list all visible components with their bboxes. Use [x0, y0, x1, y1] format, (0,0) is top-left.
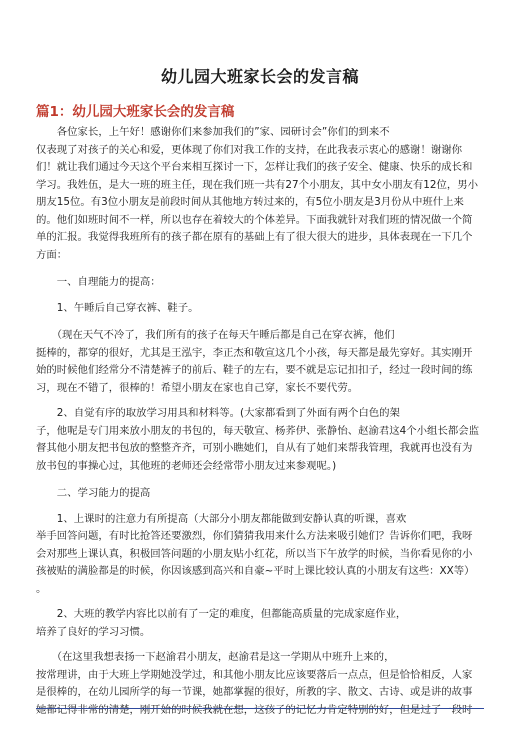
heading-learning: 二、学习能力的提高 [36, 487, 151, 499]
intro-paragraph: 仅表现了对孩子的关心和爱，更体现了你们对我工作的支持，在此我表示衷心的感谢！谢谢你们！就让我们通过今天这个平台来相互探讨一下，怎样让我们的孩子安全、健康、快乐的成长和学习。我姓伍，是大一班的班主任，现在我们班一共有27个小朋友，其中女小朋友有12位，男小朋友15位。有3位小朋友是前段时间从其他地方转过来的，有5位小朋友是3月份从中班什上来的。他们如班时间不一样，所以也存在着较大的个体差异。下面我就针对我们班的情况做一个简单的汇报。我觉得我班所有的孩子都在原有的基础上有了很大很大的进步，具体表现在一下几个方面： [36, 143, 479, 261]
paragraph-attention: 举手回答问题，有时比抢答还要激烈，你们猜猜我用来什么方法来吸引她们？告诉你们吧，我呀会对那些上课认真，积极回答问题的小朋友贴小红花，所以当下午放学的时候，当你看见你的小孩被贴的满脸都是的时候，你因该感到高兴和自豪~平时上课比较认真的小朋友有这些：XX等） [36, 530, 475, 577]
paragraph-supplies: 子，他呢是专门用来放小朋友的书包的，每天敬宣、杨荞伊、张静怡、赵渝君这4个小组长都会监督其他小朋友把书包放的整整齐齐，可别小瞧她们，自从有了她们来帮我管理，我就再也没有为放书包的事操心过，其他班的老师还会经常带小朋友过来参观呢。) [36, 424, 480, 472]
paragraph-dressing: 挺棒的，都穿的很好，尤其是王泓宇，李正杰和敬宣这几个小孩，每天都是最先穿好。其实刚开始的时候他们经常分不清楚裤子的前后、鞋子的左右，要不就是忘记扣扣子，经过一段时间的练习，现在不错了，很棒的！希望小朋友在家也自己穿，家长不要代劳。 [36, 346, 473, 394]
document-title: 幼儿园大班家长会的发言稿 [160, 67, 359, 86]
item-dressing: 1、午睡后自己穿衣裤、鞋子。 [36, 301, 199, 314]
footer-divider [36, 708, 484, 709]
heading-self-care: 一、自理能力的提高： [36, 276, 161, 288]
item-curriculum-opening: 2、大班的教学内容比以前有了一定的难度，但都能高质量的完成家庭作业， [36, 608, 407, 620]
paragraph-praise: 按常理讲，由于大班上学期她没学过，和其他小朋友比应该要落后一点点，但是恰恰相反，人家是很棒的，在幼儿园所学的每一节课，她都掌握的很好，所教的字、散文、古诗、或是讲的故事她都记得非常的清楚，刚开始的时候我就在想，这孩子的记忆力肯定特别的好，但是过了一段时 [36, 668, 473, 716]
paragraph-dressing-opening: （现在天气不冷了，我们所有的孩子在每天午睡后都是自己在穿衣裤，他们 [36, 329, 395, 341]
item-attention-opening: 1、上课时的注意力有所提高（大部分小朋友都能做到安静认真的听课，喜欢 [36, 512, 407, 525]
paragraph-praise-opening: （在这里我想表扬一下赵渝君小朋友，赵渝君是这一学期从中班升上来的， [36, 651, 395, 663]
item-supplies-opening: 2、自觉有序的取放学习用具和材料等。(大家都看到了外面有两个白色的架 [36, 407, 400, 419]
paragraph-curriculum: 培养了良好的学习习惯。 [36, 625, 151, 638]
intro-paragraph-opening: 各位家长，上午好！感谢你们来参加我们的”家、园研讨会”你们的到来不 [36, 126, 390, 138]
paragraph-attention-end: 。 [36, 582, 47, 595]
document-body [36, 124, 482, 719]
section-heading: 篇1：幼儿园大班家长会的发言稿 [36, 104, 235, 120]
